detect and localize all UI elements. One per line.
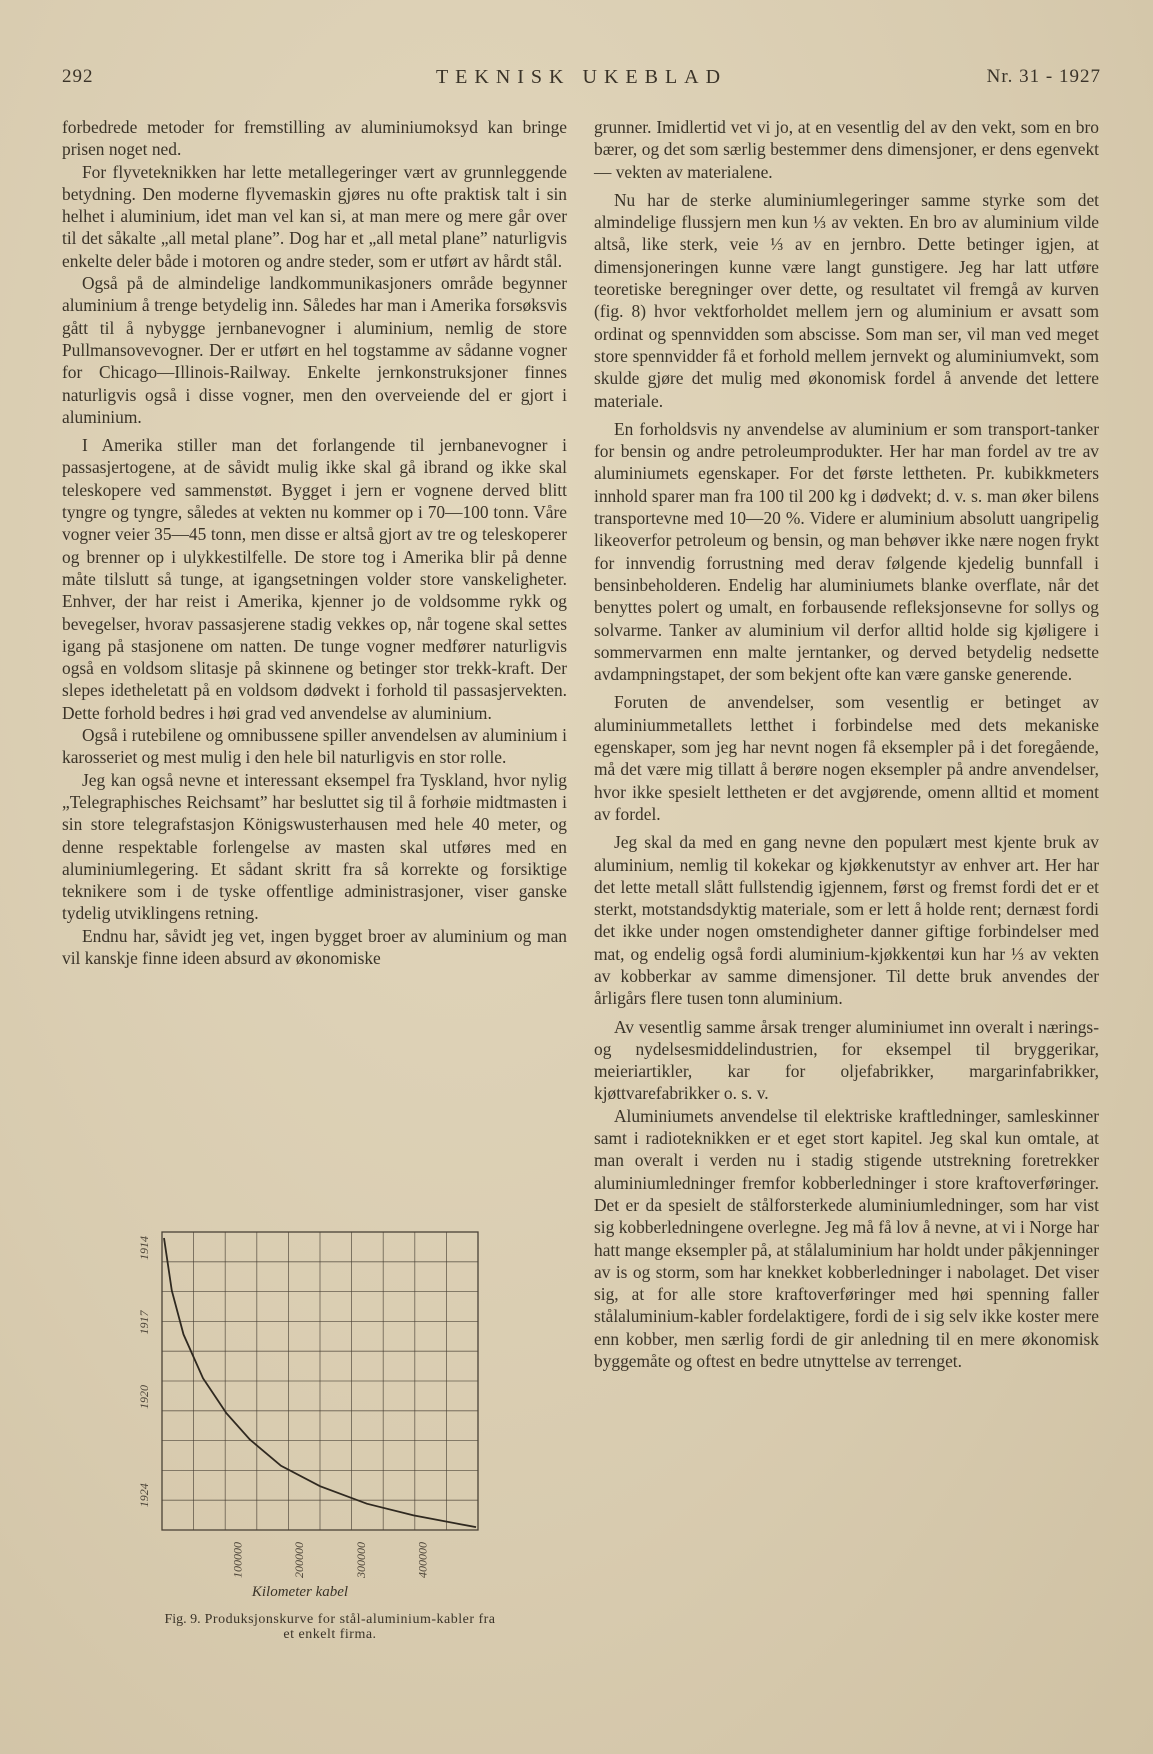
paragraph: Også på de almindelige landkommunikasjoners område begynner aluminium å trenge betydelig inn. Således har man i Amerika forsøksvis gått til å nybygge jernbanevogner i aluminium, nemlig de store Pullmansovevogner. Der er utført en hel togstamme av sådanne vogner for Chicago—Illinois-Railway. Enkelte jernkonstruksjoner finnes naturligvis også i disse vogner, men den overveiende del er gjort i aluminium.: [62, 273, 567, 427]
caption-text: Produksjonskurve for stål-aluminium-kabler fra et enkelt firma.: [204, 1612, 496, 1642]
paragraph: En forholdsvis ny anvendelse av aluminium er som transport-tanker for bensin og andre petroleumprodukter. Her har man fordel av tre av aluminiumets egenskaper. For det første lettheten. Pr. kubikkmeters innhold sparer man fra 100 til 200 kg i dødvekt; d. v. s. man øker bilens transportevne med 10—20 %. Videre er aluminium absolutt uangripelig likeoverfor petroleum og bensin, og man behøver ikke nære nogen frykt for innvendig forrustning med derav følgende kjedelig bunnfall i bensinbeholderen. Endelig har aluminiumets blanke overflate, når det benyttes polert og umalt, en forbausende refleksjonsevne for sollys og solvarme. Tanker av aluminium vil derfor alltid holde sig kjøligere i sommervarmen enn malte jerntanker, og derved betydelig nedsette avdampningstapet, der som bekjent ofte kan være ganske generende.: [594, 418, 1099, 685]
paragraph: Også i rutebilene og omnibussene spiller anvendelsen av aluminium i karosseriet og mest mulig i den hele bil naturligvis en stor rolle.: [62, 725, 567, 768]
x-axis-title: Kilometer kabel: [251, 1584, 349, 1600]
paragraph: forbedrede metoder for fremstilling av aluminiumoksyd kan bringe prisen noget ned.: [62, 117, 567, 160]
x-tick-label: 100000: [230, 1542, 245, 1578]
paragraph: Jeg kan også nevne et interessant eksempel fra Tyskland, hvor nylig „Telegraphisches Reichsamt” har besluttet sig til å forhøie midtmasten i sin store telegrafstasjon Königswusterhausen med hele 40 meter, og denne respektable forlengelse av masten skal utføres med en aluminiumlegering. Et sådant skritt fra så korrekte og forsiktige teknikere som i de tyske offentlige administrasjoner, viser ganske tydelig utviklingens retning.: [62, 769, 567, 924]
paragraph: Aluminiumets anvendelse til elektriske kraftledninger, samleskinner samt i radioteknikken er et eget stort kapitel. Jeg skal kun omtale, at man overalt i verden nu i stadig stigende utstrekning foretrekker aluminiumledninger fremfor kobberledninger i store kraftoverføringer. Det er da spesielt de stålforsterkede aluminiumledninger, som har vist sig kobberledningene overlegne. Jeg må få lov å nevne, at vi i Norge har hatt mange eksempler på, at stålaluminium har holdt under påkjenninger av is og storm, som har knekket kobberledninger i nabolaget. Det viser sig, at for alle store kraftoverføringer med høi spenning faller stålaluminium-kabler fordelaktigere, fordi de i sig selv ikke koster mere enn kobber, men særlig fordi de gir anledning til en mere økonomisk byggemåte og oftest en bedre utnyttelse av terrenget.: [594, 1105, 1099, 1372]
y-tick-label: 1924: [137, 1483, 151, 1508]
y-tick-labels: [137, 1236, 151, 1507]
x-tick-label: 300000: [353, 1542, 368, 1578]
page-number: 292: [62, 66, 94, 87]
paragraph: Endnu har, såvidt jeg vet, ingen bygget broer av aluminium og man vil kanskje finne ideen absurd av økonomiske: [62, 925, 567, 968]
x-tick-label: 200000: [292, 1542, 307, 1578]
x-tick-labels: [231, 1542, 430, 1579]
journal-title: TEKNISK UKEBLAD: [435, 66, 728, 88]
y-tick-label: 1914: [137, 1235, 151, 1260]
paragraph: Jeg skal da med en gang nevne den populært mest kjente bruk av aluminium, nemlig til kokekar og kjøkkenutstyr av enhver art. Her har det lette metall slått fullstendig igjennem, først og fremst fordi det er et sterkt, motstandsdyktig materiale, som er lett å holde rent; dernæst fordi det ikke under nogen omstendigheter danner giftige forbindelser med mat, og endelig også fordi aluminium-kjøkkentøi kun har ⅓ av vekten av kobberkar av samme dimensjoner. Til dette bruk anvendes der årligårs flere tusen tonn aluminium.: [594, 832, 1099, 1009]
paragraph: For flyveteknikken har lette metallegeringer vært av grunnleggende betydning. Den moderne flyvemaskin gjøres nu ofte praktisk talt i sin helhet i aluminium, idet man vel kan si, at man mere og mere går over til det såkalte „all metal plane”. Dog har et „all metal plane” naturligvis enkelte deler både i motoren og andre steder, som er utført av hårdt stål.: [62, 161, 567, 271]
paragraph: Foruten de anvendelser, som vesentlig er betinget av aluminiummetallets letthet i forbindelse med dets mekaniske egenskaper, som jeg har nevnt nogen få eksempler på i det foregående, må det være mig tillatt å berøre nogen eksempler på andre anvendelser, hvor ikke spesielt lettheten er det avgjørende, omenn alltid et moment av fordel.: [594, 692, 1099, 824]
issue-number: Nr. 31 - 1927: [986, 66, 1101, 87]
paragraph: Av vesentlig samme årsak trenger aluminiumet inn overalt i nærings- og nydelsesmiddelindustrien, for eksempel til bryggerikar, meieriartikler, kar for oljefabrikker, margarinfabrikker, kjøttvarefabrikker o. s. v.: [594, 1016, 1099, 1104]
paragraph: grunner. Imidlertid vet vi jo, at en vesentlig del av den vekt, som en bro bærer, og det som særlig bestemmer dens dimensjoner, er dens egenvekt — vekten av materialene.: [594, 117, 1099, 182]
paragraph: Nu har de sterke aluminiumlegeringer samme styrke som det almindelige flussjern men kun ⅓ av vekten. En bro av aluminium vilde altså, like sterk, veie ⅓ av en jernbro. Dette betinger igjen, at dimensjoneringen kunne være langt gunstigere. Jeg har latt utføre teoretiske beregninger over dette, og resultatet vil fremgå av kurven (fig. 8) hvor vektforholdet mellem jern og aluminium er avsatt som ordinat og spennvidden som abscisse. Som man ser, vil man ved meget store spennvidder få et forhold mellem jernvekt og aluminiumvekt, som skulde gjøre det mulig med økonomisk fordel å anvende det lettere materiale.: [594, 189, 1099, 411]
figure-caption: [160, 1612, 500, 1642]
y-tick-label: 1920: [137, 1384, 151, 1409]
x-tick-label: 400000: [415, 1542, 430, 1578]
figure-number: Fig. 9.: [164, 1612, 201, 1627]
paragraph: I Amerika stiller man det forlangende til jernbanevogner i passasjertogene, at de såvidt mulig ikke skal gå ibrand og ikke skal teleskopere ved sammenstøt. Bygget i jern er vognene derved blitt tyngre og tyngre, således at vekten nu kommer op i 70—100 tonn. Våre vogner veier 35—45 tonn, men disse er altså gjort av tre og teleskoperer og brenner op i ulykkestilfelle. De store tog i Amerika blir på denne måte tilslutt så tunge, at igangsetningen volder store vanskeligheter. Enhver, der har reist i Amerika, kjenner jo de voldsomme rykk og bevegelser, hvorav passasjerene stadig vekkes op, når togene skal settes igang på stasjonene om natten. De tunge vogner medfører naturligvis også en voldsom slitasje på skinnene og betinger stor trekk-kraft. Der slepes idetheletatt på en voldsom dødvekt i forhold til passasjervekten. Dette forhold bedres i høi grad ved anvendelse av aluminium.: [62, 435, 567, 723]
y-tick-label: 1917: [137, 1310, 151, 1335]
